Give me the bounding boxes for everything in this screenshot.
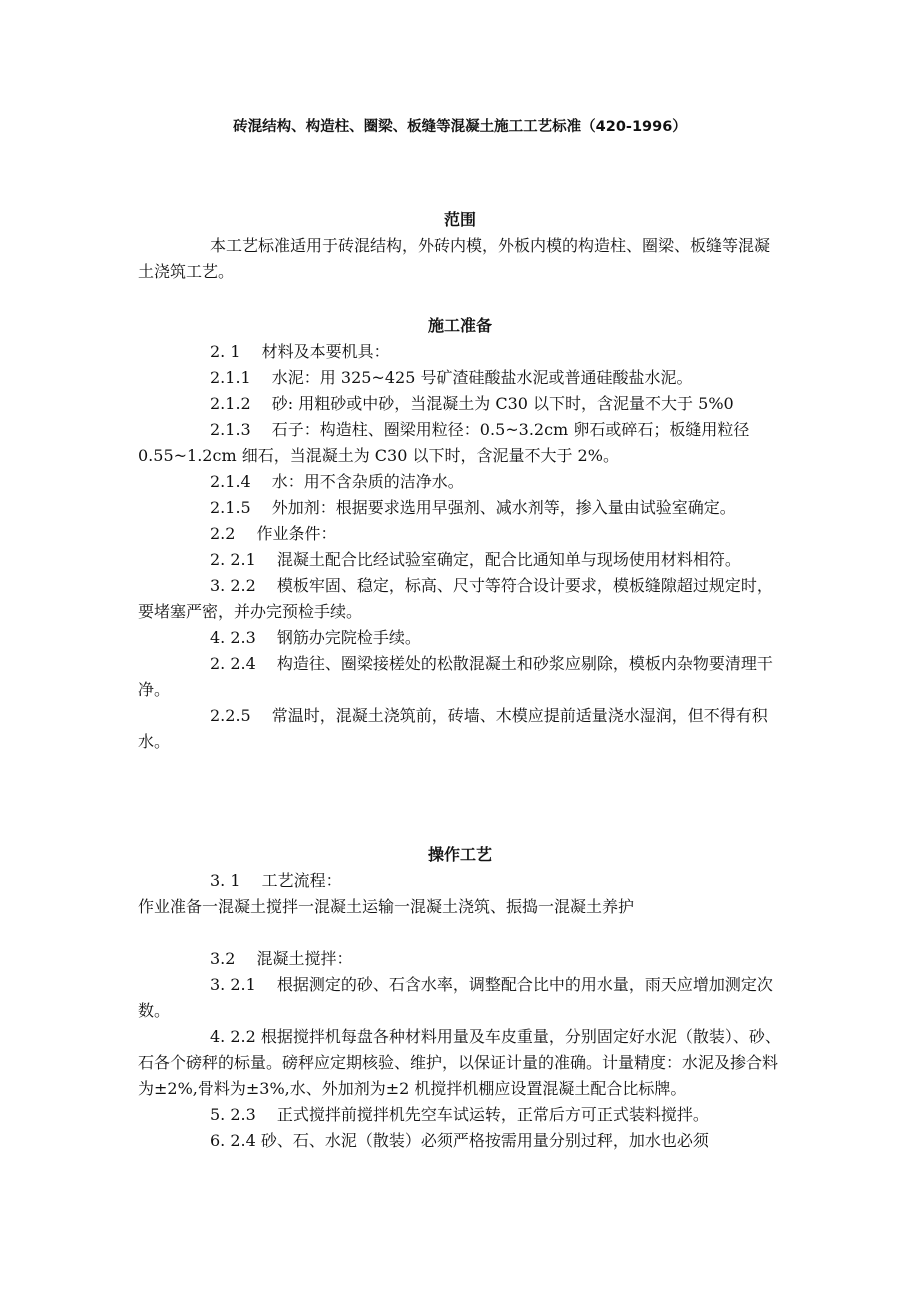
document-title: 砖混结构、构造柱、圈梁、板缝等混凝土施工工艺标准（420-1996） <box>233 119 687 135</box>
paragraph: 3. 2.1 根据测定的砂、石含水率，调整配合比中的用水量，雨天应增加测定次数。 <box>138 975 773 1020</box>
paragraph: 2.1.4 水：用不含杂质的洁净水。 <box>210 472 464 491</box>
section-operation <box>138 842 782 1154</box>
process-flow: 作业准备一混凝土搅拌一混凝土运输一混凝土浇筑、振捣一混凝土养护 <box>138 897 635 916</box>
paragraph: 2.1.1 水泥：用 325~425 号矿渣硅酸盐水泥或普通硅酸盐水泥。 <box>210 368 693 387</box>
paragraph: 本工艺标准适用于砖混结构，外砖内模，外板内模的构造柱、圈梁、板缝等混凝土浇筑工艺。 <box>138 236 771 281</box>
section-scope <box>138 207 782 285</box>
paragraph: 2. 2.1 混凝土配合比经试验室确定，配合比通知单与现场使用材料相符。 <box>210 550 741 569</box>
paragraph: 3. 2.2 模板牢固、稳定，标高、尺寸等符合设计要求，模板缝隙超过规定时，要堵塞严密，并办完预检手续。 <box>138 576 773 621</box>
section-heading-operation: 操作工艺 <box>427 845 492 864</box>
paragraph: 2. 1 材料及本要机具： <box>210 342 390 361</box>
paragraph: 4. 2.3 钢筋办完院检手续。 <box>210 628 421 647</box>
paragraph: 2. 2.4 构造往、圈梁接槎处的松散混凝土和砂浆应剔除，模板内杂物要清理干净。 <box>138 654 773 699</box>
paragraph: 2.2 作业条件： <box>210 524 337 543</box>
paragraph: 3.2 混凝土搅拌： <box>210 949 353 968</box>
paragraph: 2.1.2 砂: 用粗砂或中砂，当混凝土为 C30 以下时，含泥量不大于 5%0 <box>210 394 734 413</box>
paragraph: 2.2.5 常温时，混凝土浇筑前，砖墙、木模应提前适量浇水湿润，但不得有积水。 <box>138 706 768 751</box>
section-preparation <box>138 313 782 755</box>
paragraph: 4. 2.2 根据搅拌机每盘各种材料用量及车皮重量，分别固定好水泥（散装）、砂、石各个磅秤的标量。磅秤应定期核验、维护，以保证计量的准确。计量精度：水泥及掺合料为±2%,骨料为±3%,水、外加剂为±2 机搅拌机棚应设置混凝土配合比标牌。 <box>138 1027 781 1098</box>
section-heading-scope: 范围 <box>443 210 476 229</box>
paragraph: 2.1.3 石子：构造柱、圈梁用粒径：0.5~3.2cm 卵石或碎石；板缝用粒径 0.55~1.2cm 细石，当混凝土为 C30 以下时，含泥量不大于 2%。 <box>138 420 750 465</box>
paragraph: 6. 2.4 砂、石、水泥（散装）必须严格按需用量分别过秤，加水也必须 <box>210 1131 709 1150</box>
paragraph: 3. 1 工艺流程： <box>210 871 342 890</box>
paragraph: 5. 2.3 正式搅拌前搅拌机先空车试运转，正常后方可正式装料搅拌。 <box>210 1105 709 1124</box>
section-heading-preparation: 施工准备 <box>427 316 492 335</box>
paragraph: 2.1.5 外加剂：根据要求选用早强剂、减水剂等，掺入量由试验室确定。 <box>210 498 736 517</box>
blank-line <box>138 920 782 946</box>
